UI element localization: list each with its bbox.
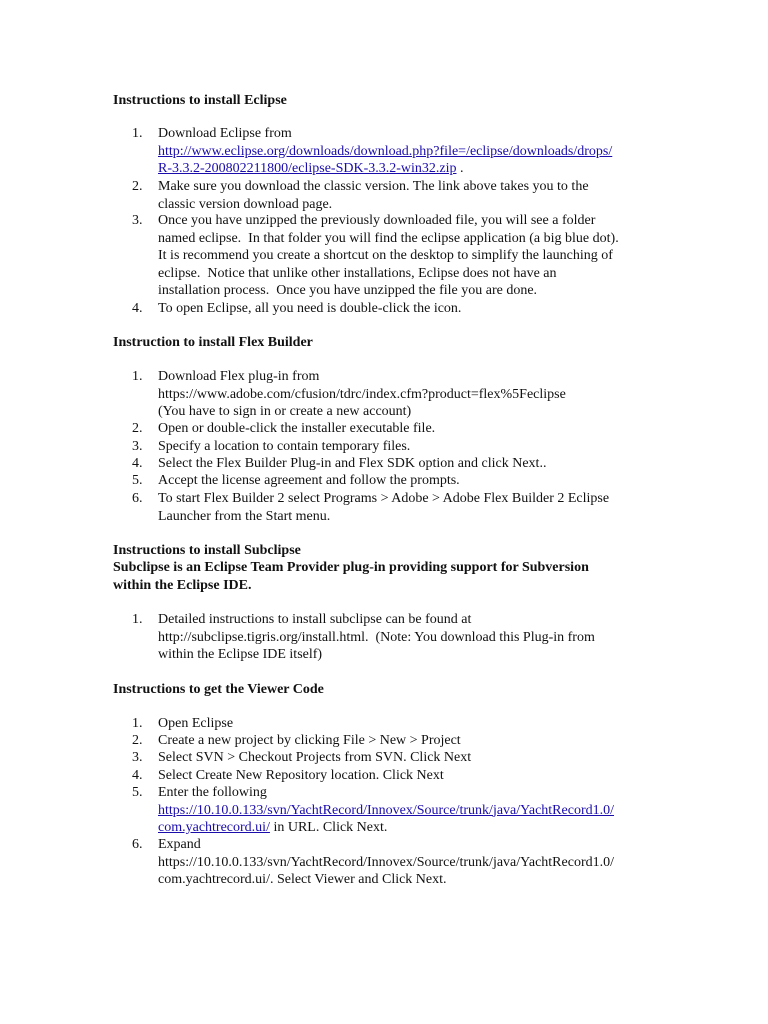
section-heading-subclipse: Instructions to install Subclipse — [113, 543, 301, 558]
section-heading-flex: Instruction to install Flex Builder — [113, 335, 313, 350]
list-number: 1. — [132, 126, 143, 141]
svn-repository-link[interactable]: https://10.10.0.133/svn/YachtRecord/Innovex/Source/trunk/java/YachtRecord1.0/ — [158, 802, 614, 818]
section-heading-viewer: Instructions to get the Viewer Code — [113, 682, 324, 697]
svn-repository-link-cont[interactable]: com.yachtrecord.ui/ — [158, 820, 270, 835]
section-heading-eclipse: Instructions to install Eclipse — [113, 93, 287, 108]
document-page: Instructions to install Eclipse 1. Download Eclipse from http://www.eclipse.org/downloads/download.php?file=/eclipse/downloads/drops/ R-3.3.2-200802211800/eclipse-SDK-3.3.2-win32.zip . 2. Make sure you download the classic version. The link above takes you to the classic version download page. 3. Once you have unzipped the previously downloaded file, you will see a folder named eclipse. In that folder you will find the eclipse application (a big blue dot). It is recommend you create a shortcut on the desktop to simplify the launching of eclipse. Notice that unlike other installations, Eclipse does not have an installation process. Once you have unzipped the file you are done. 4. To open Eclipse, all you need is double-click the icon. Instruction to install Flex Builder 1. Download Flex plug-in from https://www.adobe.com/cfusion/tdrc/index.cfm?product=flex%5Feclipse (You have to sign in or create a new account) 2. Open or double-click the installer executable file. 3. Specify a location to contain temporary files. 4. Select the Flex Builder Plug-in and Flex SDK option and click Next.. 5. Accept the license agreement and follow the prompts. 6. To start Flex Builder 2 select Programs > Adobe > Adobe Flex Builder 2 Eclipse Launcher from the Start menu. Instructions to install Subclipse Subclipse is an Eclipse Team Provider plug-in providing support for Subversion within the Eclipse IDE. 1. Detailed instructions to install subclipse can be found at http://subclipse.tigris.org/install.html. (Note: You download this Plug-in from within the Eclipse IDE itself) Instructions to get the Viewer Code 1. Open Eclipse 2. Create a new project by clicking File > New > Project 3. Select SVN > Checkout Projects from SVN. Click Next 4. Select Create New Repository location. Click Next 5. Enter the following https://10.10.0.133/svn/YachtRecord/Innovex/Source/trunk/java/YachtRecord1.0/ com.yachtrecord.ui/ in URL. Click Next. 6. Expand https://10.10.0.133/svn/YachtRecord/Innovex/Source/trunk/java/YachtRecord1.0/ com.yachtrecord.ui/. Select Viewer and Click Next. — [0, 0, 768, 1024]
section-subheading-subclipse: Subclipse is an Eclipse Team Provider plug-in providing support for Subversion within the Eclipse IDE. — [113, 560, 589, 593]
list-text: Download Eclipse from http://www.eclipse.org/downloads/download.php?file=/eclipse/downloads/drops/ R-3.3.2-200802211800/eclipse-SDK-3.3.2-win32.zip . — [158, 125, 658, 178]
eclipse-download-link[interactable]: http://www.eclipse.org/downloads/download.php?file=/eclipse/downloads/drops/ — [158, 143, 613, 159]
eclipse-download-link-cont[interactable]: R-3.3.2-200802211800/eclipse-SDK-3.3.2-win32.zip — [158, 161, 457, 176]
